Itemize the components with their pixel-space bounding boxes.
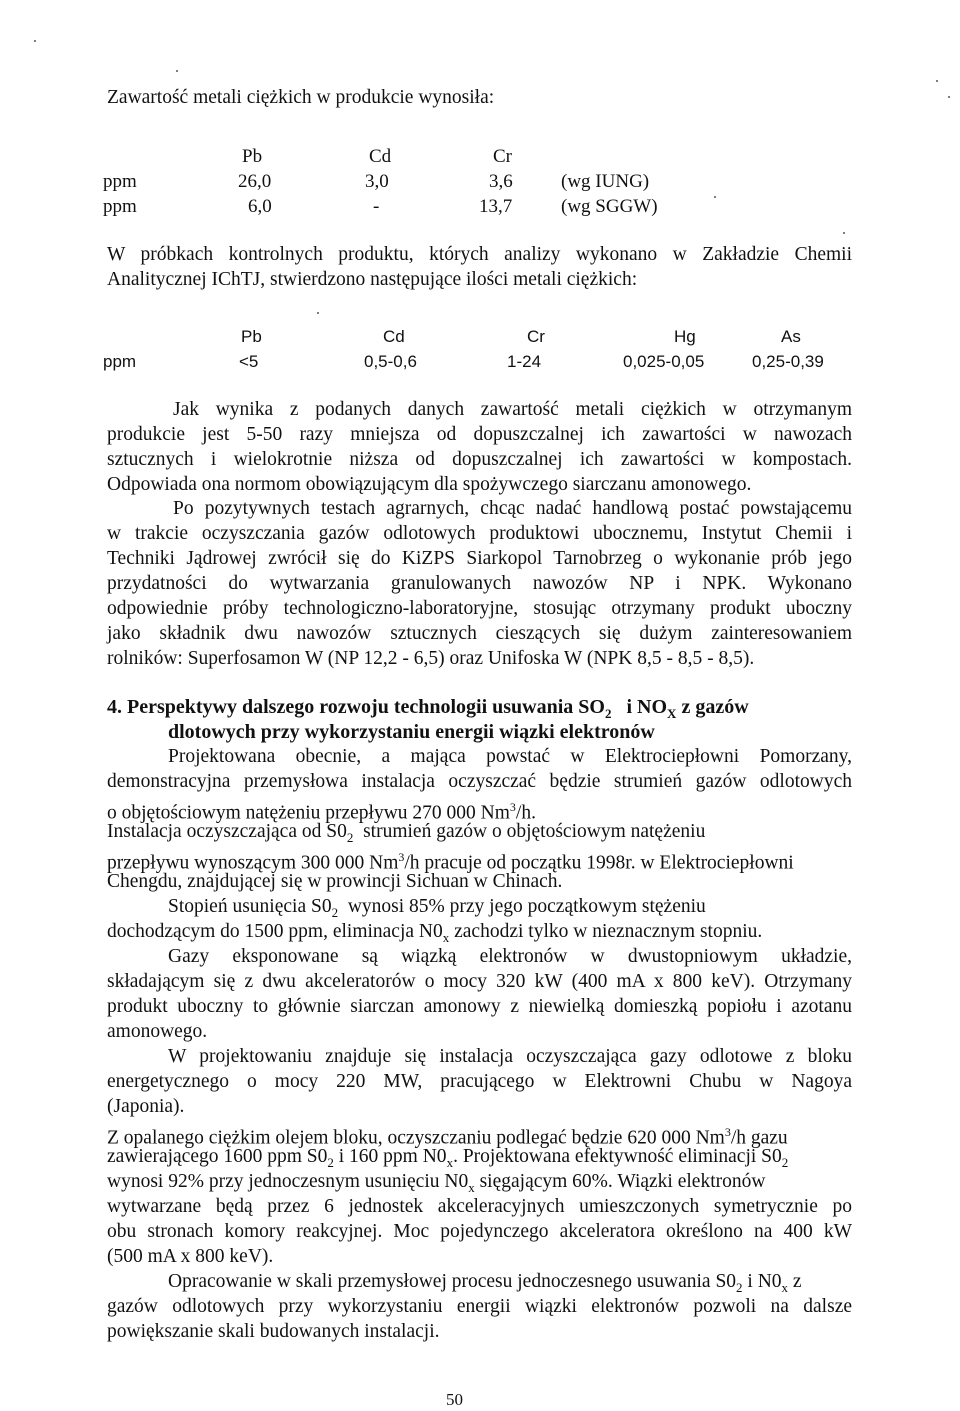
page-number: 50: [446, 1390, 463, 1409]
para3-line7: rolników: Superfosamon W (NP 12,2 - 6,5) oraz Unifoska W (NPK 8,5 - 8,5 - 8,5).: [107, 648, 755, 669]
para2-line1: Jak wynika z podanych danych zawartość metali ciężkich w otrzymanym: [173, 399, 852, 420]
para3-line2: w trakcie oczyszczania gazów odlotowych produktowi ubocznemu, Instytut Chemii i: [107, 523, 852, 544]
table1-row1-cr: 3,6: [489, 171, 513, 192]
para3-line4: przydatności do wytwarzania granulowanych nawozów NP i NPK. Wykonano: [107, 573, 852, 594]
para3-line3: Techniki Jądrowej zwrócił się do KiZPS Siarkopol Tarnobrzeg o wykonanie prób jego: [107, 548, 852, 569]
para9-line3-text: wynosi 92% przy jednoczesnym usunięciu N0: [107, 1171, 469, 1192]
para9-line2-mid: i 160 ppm N0: [338, 1146, 447, 1167]
para9-line2-sub: 2: [327, 1154, 334, 1170]
table2-value-hg: 0,025-0,05: [623, 352, 705, 371]
para9-line3-end: sięgającym 60%. Wiązki elektronów: [479, 1171, 766, 1192]
para9-line1-sup: 3: [724, 1125, 731, 1139]
section-sub-x: X: [667, 706, 677, 721]
para9-line2-end: . Projektowana efektywność eliminacji S0: [453, 1146, 782, 1167]
para1-line1: W próbkach kontrolnych produktu, których analizy wykonano w Zakładzie Chemii: [107, 244, 852, 265]
para9-line3-sub: x: [468, 1179, 475, 1195]
para5-line2-end: /h pracuje od początku 1998r. w Elektrociepłowni: [404, 852, 794, 874]
table1-header-cr: Cr: [493, 146, 512, 167]
para5-line2-sup: 3: [398, 850, 405, 864]
para4-line1: Projektowana obecnie, a mająca powstać w Elektrociepłowni Pomorzany,: [168, 746, 852, 767]
table2-value-pb: <5: [239, 352, 259, 371]
para10-line2: gazów odlotowych przy wykorzystaniu energii wiązki elektronów pozwoli na dalsze: [107, 1296, 852, 1317]
para6-line2-end: zachodzi tylko w nieznacznym stopniu.: [454, 921, 763, 942]
para5-line1-sub: 2: [346, 829, 354, 845]
table2-value-as: 0,25-0,39: [752, 352, 824, 371]
para10-line3: powiększanie skali budowanych instalacji.: [107, 1321, 440, 1342]
section-number: 4.: [107, 696, 122, 718]
table1-row1-unit: ppm: [103, 171, 137, 192]
table2-header-cr: Cr: [527, 327, 545, 346]
para5-line3: Chengdu, znajdującej się w prowincji Sichuan w Chinach.: [107, 871, 563, 892]
para6-line1-end: wynosi 85% przy jego początkowym stężeniu: [347, 896, 706, 917]
para10-line1-sub2: x: [781, 1279, 789, 1295]
table1-header-pb: Pb: [242, 146, 263, 167]
scan-speck: [948, 96, 950, 98]
para9-line2-sub3: 2: [781, 1154, 789, 1170]
section-title-part-b: i NO: [626, 696, 668, 718]
section-title-part-a: Perspektywy dalszego rozwoju technologii usuwania SO: [127, 696, 605, 718]
para4-line3-end: /h.: [515, 802, 536, 824]
para3-line5: odpowiednie próby technologiczno-laboratoryjne, stosując otrzymany produkt uboczny: [107, 598, 852, 619]
table1-row2-pb: 6,0: [248, 196, 272, 217]
para5-line1-end: strumień gazów o objętościowym natężeniu: [363, 821, 706, 842]
para9-line1-text: Z opalanego ciężkim olejem bloku, oczyszczaniu podlegać będzie 620 000 Nm: [107, 1127, 725, 1149]
section-heading-line2: dlotowych przy wykorzystaniu energii wiązki elektronów: [168, 721, 655, 743]
scan-speck: [936, 80, 938, 82]
para7-line3: produkt uboczny to głównie siarczan amonowy z niewielką domieszką popiołu i azotanu: [107, 996, 852, 1017]
table2-header-hg: Hg: [674, 327, 696, 346]
table2-value-cd: 0,5-0,6: [364, 352, 417, 371]
para9-line6: (500 mA x 800 keV).: [107, 1246, 274, 1267]
table1-row2-unit: ppm: [103, 196, 137, 217]
table1-row1-source: (wg IUNG): [561, 171, 650, 192]
table1-row2-cd: -: [373, 196, 380, 217]
para9-line4: wytwarzane będą przez 6 jednostek akceleracyjnych umieszczonych symetrycznie po: [107, 1196, 852, 1217]
table2-header-cd: Cd: [383, 327, 405, 346]
table2-unit: ppm: [103, 352, 137, 371]
table1-row1-cd: 3,0: [365, 171, 389, 192]
scan-speck: [34, 40, 36, 42]
para9-line2-sub2: x: [446, 1154, 454, 1170]
scan-speck: [176, 70, 178, 72]
para7-line1: Gazy eksponowane są wiązką elektronów w dwustopniowym układzie,: [168, 946, 852, 967]
para6-line2-text: dochodzącym do 1500 ppm, eliminacja N0: [107, 921, 443, 942]
table2-header-as: As: [781, 327, 801, 346]
para8-line2: energetycznego o mocy 220 MW, pracującego w Elektrowni Chubu w Nagoya: [107, 1071, 852, 1092]
para9-line2-text: zawierającego 1600 ppm S0: [107, 1146, 328, 1167]
para7-line4: amonowego.: [107, 1021, 208, 1042]
para8-line1: W projektowaniu znajduje się instalacja oczyszczająca gazy odlotowe z bloku: [168, 1046, 852, 1067]
table1-header-cd: Cd: [369, 146, 392, 167]
para4-line3-text: o objętościowym natężeniu przepływu 270 000 Nm: [107, 802, 510, 824]
para9-line5: obu stronach komory reakcyjnej. Moc pojedynczego akceleratora określono na 400 kW: [107, 1221, 852, 1242]
para8-line3: (Japonia).: [107, 1096, 185, 1117]
para2-line2: produkcie jest 5-50 razy mniejsza od dopuszczalnej ich zawartości w nawozach: [107, 424, 852, 445]
para5-line2-text: przepływu wynoszącym 300 000 Nm: [107, 852, 399, 874]
table1-row1-pb: 26,0: [238, 171, 272, 192]
para6-line2-sub: x: [442, 929, 450, 945]
para10-line1-mid: i N0: [747, 1271, 782, 1292]
table1-row2-cr: 13,7: [479, 196, 513, 217]
para6-line1-sub: 2: [331, 904, 339, 920]
para4-line2: demonstracyjna przemysłowa instalacja oczyszczać będzie strumień gazów odlotowych: [107, 771, 852, 792]
table2-value-cr: 1-24: [507, 352, 542, 371]
table2-header-pb: Pb: [241, 327, 262, 346]
para7-line2: składającym się z dwu akceleratorów o mocy 320 kW (400 mA x 800 keV). Otrzymany: [107, 971, 852, 992]
para2-line3: sztucznych i wielokrotnie niższa od dopuszczalnej ich zawartości w kompostach.: [107, 449, 852, 470]
para10-line1-text: Opracowanie w skali przemysłowej procesu jednoczesnego usuwania S0: [168, 1271, 737, 1292]
section-sub-2: 2: [604, 706, 612, 721]
intro-text: Zawartość metali ciężkich w produkcie wynosiła:: [107, 87, 495, 108]
table1-row2-source: (wg SGGW): [561, 196, 658, 217]
para3-line1: Po pozytywnych testach agrarnych, chcąc nadać handlową postać powstającemu: [173, 498, 852, 519]
para2-line4: Odpowiada ona normom obowiązującym dla spożywczego siarczanu amonowego.: [107, 474, 752, 495]
para4-line3-sup: 3: [509, 800, 516, 814]
scan-speck: [714, 196, 716, 198]
para3-line6: jako składnik dwu nawozów sztucznych cieszących się dużym zainteresowaniem: [107, 623, 852, 644]
para10-line1-sub: 2: [736, 1279, 743, 1295]
para1-line2: Analitycznej IChTJ, stwierdzono następujące ilości metali ciężkich:: [107, 269, 638, 290]
scan-speck: [317, 312, 319, 314]
para6-line1-text: Stopień usunięcia S0: [168, 896, 332, 917]
scan-speck: [843, 232, 845, 234]
para5-line1-text: Instalacja oczyszczająca od S0: [107, 821, 347, 842]
section-title-part-c: z gazów: [681, 696, 749, 718]
para9-line1-end: /h gazu: [730, 1127, 788, 1149]
para10-line1-end: z: [792, 1271, 802, 1292]
